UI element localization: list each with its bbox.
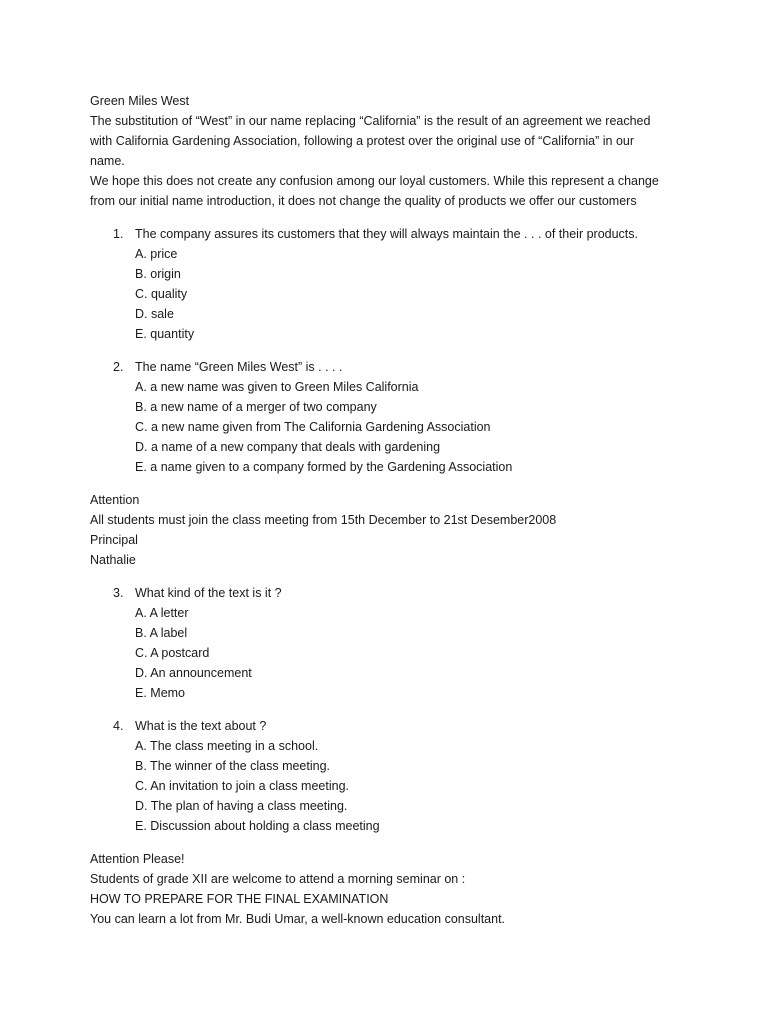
text-attention-announcement [90, 490, 690, 570]
text-line: We hope this does not create any confusion among our loyal customers. While this represent a change [90, 174, 659, 188]
option-c: C. A postcard [135, 646, 210, 660]
document-page [90, 91, 690, 929]
text-title: Green Miles West [90, 94, 190, 108]
option-d: D. a name of a new company that deals with gardening [135, 440, 441, 454]
option-a: A. a new name was given to Green Miles California [135, 380, 419, 394]
option-a: A. price [135, 247, 178, 261]
option-a: A. A letter [135, 606, 189, 620]
question-number: 1. [113, 227, 124, 241]
question-3 [90, 583, 690, 703]
text-line: Nathalie [90, 553, 136, 567]
text-line: Students of grade XII are welcome to attend a morning seminar on : [90, 872, 466, 886]
option-c: C. quality [135, 287, 188, 301]
question-text: The name “Green Miles West” is . . . . [135, 360, 343, 374]
option-e: E. Memo [135, 686, 186, 700]
option-d: D. An announcement [135, 666, 252, 680]
text-line: The substitution of “West” in our name replacing “California” is the result of an agreement we reached [90, 114, 651, 128]
text-green-miles-west [90, 91, 690, 211]
text-seminar-announcement [90, 849, 690, 929]
question-1 [90, 224, 690, 344]
option-d: D. The plan of having a class meeting. [135, 799, 348, 813]
option-c: C. An invitation to join a class meeting. [135, 779, 350, 793]
question-4 [90, 716, 690, 836]
question-text: What kind of the text is it ? [135, 586, 282, 600]
option-c: C. a new name given from The California Gardening Association [135, 420, 491, 434]
question-text: What is the text about ? [135, 719, 267, 733]
option-e: E. a name given to a company formed by the Gardening Association [135, 460, 513, 474]
text-line: Principal [90, 533, 138, 547]
text-line: with California Gardening Association, following a protest over the original use of “California” in our [90, 134, 635, 148]
option-b: B. a new name of a merger of two company [135, 400, 377, 414]
text-line: You can learn a lot from Mr. Budi Umar, a well-known education consultant. [90, 912, 506, 926]
option-b: B. The winner of the class meeting. [135, 759, 331, 773]
text-line: HOW TO PREPARE FOR THE FINAL EXAMINATION [90, 892, 389, 906]
option-e: E. Discussion about holding a class meeting [135, 819, 380, 833]
option-a: A. The class meeting in a school. [135, 739, 319, 753]
option-b: B. origin [135, 267, 181, 281]
text-line: All students must join the class meeting from 15th December to 21st Desember2008 [90, 513, 557, 527]
question-number: 4. [113, 719, 124, 733]
text-line: Attention Please! [90, 852, 185, 866]
question-number: 3. [113, 586, 124, 600]
option-d: D. sale [135, 307, 174, 321]
question-text: The company assures its customers that they will always maintain the . . . of their products. [135, 227, 638, 241]
text-line: Attention [90, 493, 140, 507]
text-line: name. [90, 154, 125, 168]
text-line: from our initial name introduction, it does not change the quality of products we offer our customers [90, 194, 637, 208]
question-2 [90, 357, 690, 477]
question-number: 2. [113, 360, 124, 374]
option-e: E. quantity [135, 327, 195, 341]
option-b: B. A label [135, 626, 188, 640]
